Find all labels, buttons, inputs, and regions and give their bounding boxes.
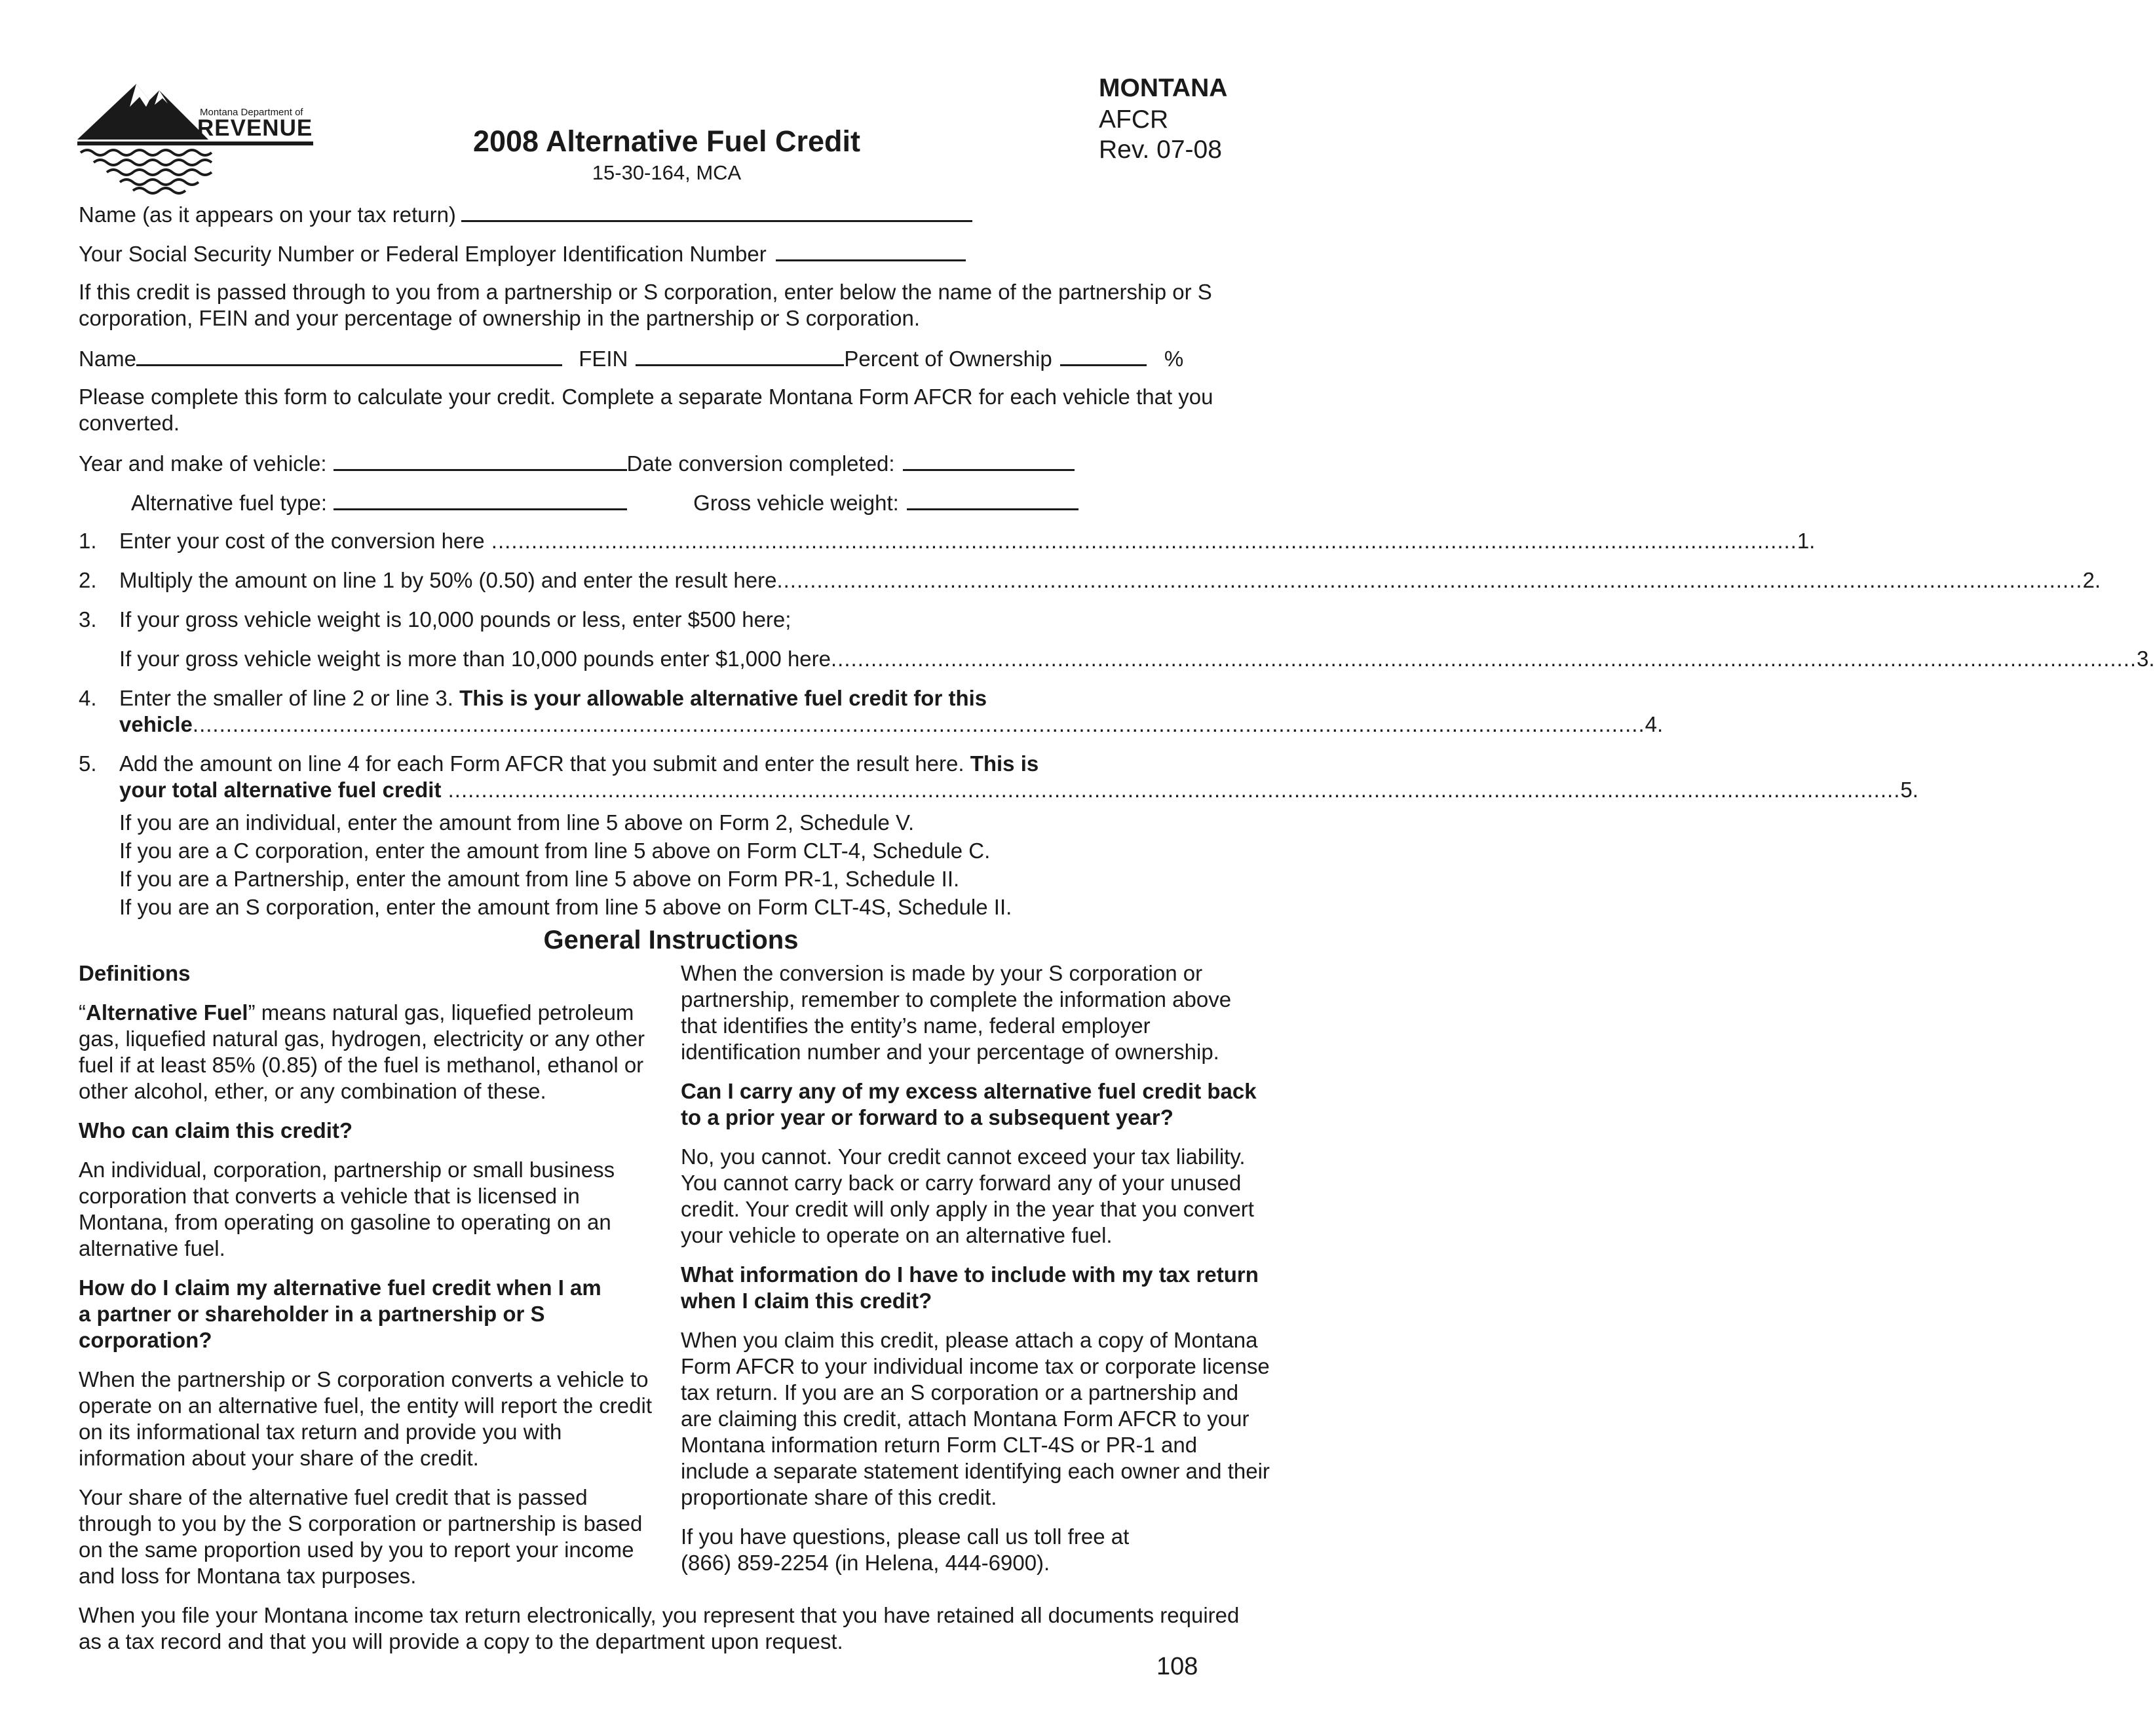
partner-name-field[interactable] <box>136 345 562 366</box>
line-4-text-plain: Enter the smaller of line 2 or line 3. <box>119 686 453 710</box>
fuel-weight-row <box>131 489 1078 516</box>
line-3-text-2: If your gross vehicle weight is more than 10,000 pounds enter $1,000 here <box>119 647 831 671</box>
year-make-label: Year and make of vehicle: <box>79 451 327 476</box>
fuel-type-label: Alternative fuel type: <box>131 491 327 515</box>
ssn-label: Your Social Security Number or Federal Employer Identification Number <box>79 242 767 266</box>
complete-note: Please complete this form to calculate your credit. Complete a separate Montana Form AFCR for each vehicle that you converted. <box>79 385 1213 435</box>
how-text-2: Your share of the alternative fuel credit that is passed through to you by the S corporation or partnership is based on the same proportion used by you to report your income and loss for Montana tax purposes. <box>79 1485 643 1588</box>
fein-label: FEIN <box>579 347 628 371</box>
taxpayer-name-row <box>79 200 972 228</box>
line-4 <box>119 711 1664 738</box>
line-2 <box>119 567 2101 594</box>
line-4-text-bold: This is your allowable alternative fuel credit for this <box>459 686 987 710</box>
open-quote: “ <box>79 1000 86 1025</box>
percent-field[interactable] <box>1060 345 1147 366</box>
line-5-note: If you are a Partnership, enter the amount from line 5 above on Form PR-1, Schedule II. <box>119 867 960 891</box>
right-text-1: When the conversion is made by your S corporation or partnership, remember to complete the information above that identifies the entity’s name, federal employer identification number and your percentage of ownership. <box>681 961 1232 1064</box>
leader-dots: .......................................................................................................................................................................................................................... <box>441 778 1901 802</box>
line-2-text: Multiply the amount on line 1 by 50% (0.50) and enter the result here <box>119 568 777 592</box>
alt-fuel-def: ” means natural gas, liquefied petroleum gas, liquefied natural gas, hydrogen, electricity or any other fuel if at least 85% (0.85) of the fuel is methanol, ethanol or other alcohol, ether, or any combination of these. <box>79 1000 645 1103</box>
line-3-number: 3. <box>79 607 97 632</box>
line-4-text <box>119 685 987 711</box>
carry-heading: Can I carry any of my excess alternative fuel credit back to a prior year or forward to a subsequent year? <box>681 1079 1257 1129</box>
dor-logo <box>77 77 320 192</box>
ssn-row <box>79 240 966 267</box>
vehicle-row <box>79 449 1075 477</box>
line-2-number: 2. <box>79 568 97 592</box>
line-3-text: If your gross vehicle weight is 10,000 pounds or less, enter $500 here; <box>119 607 791 632</box>
line-5-text-plain: Add the amount on line 4 for each Form AFCR that you submit and enter the result here. <box>119 751 964 776</box>
line-5-note: If you are an S corporation, enter the amount from line 5 above on Form CLT-4S, Schedule II. <box>119 895 1012 919</box>
questions-text <box>681 1524 1270 1576</box>
instructions-left-column <box>79 960 662 1602</box>
questions-text-1: If you have questions, please call us toll free at <box>681 1524 1130 1549</box>
line-1 <box>119 528 1816 554</box>
logo-text-big: REVENUE <box>197 115 313 141</box>
who-text: An individual, corporation, partnership or small business corporation that converts a vehicle that is licensed in Montana, from operating on gasoline to operating on an alternative fuel. <box>79 1158 615 1260</box>
alt-fuel-term: Alternative Fuel <box>86 1000 248 1025</box>
line-5-text-bold-2: your total alternative fuel credit <box>119 778 442 802</box>
line-5-note: If you are a C corporation, enter the amount from line 5 above on Form CLT-4, Schedule C. <box>119 839 991 863</box>
taxpayer-name-label: Name (as it appears on your tax return) <box>79 202 456 227</box>
leader-dots: .................................................................................................................................................................................................... <box>831 647 2137 671</box>
line-3 <box>119 646 2155 672</box>
line-5-text-bold: This is <box>970 751 1039 776</box>
percent-label: Percent of Ownership <box>844 347 1052 371</box>
line-5-number: 5. <box>79 751 97 776</box>
line-1-number: 1. <box>79 529 97 553</box>
date-label: Date conversion completed: <box>626 451 895 476</box>
who-heading: Who can claim this credit? <box>79 1118 353 1142</box>
line-5-ref: 5. <box>1900 778 1918 802</box>
line-1-text: Enter your cost of the conversion here <box>119 529 485 553</box>
weight-label: Gross vehicle weight: <box>693 491 899 515</box>
instructions-right-column <box>681 960 1270 1589</box>
efile-note: When you file your Montana income tax return electronically, you represent that you have retained all documents required as a tax record and that you will provide a copy to the department upon request. <box>79 1603 1240 1653</box>
leader-dots: .......................................................................................................................................................................................................................... <box>192 712 1645 736</box>
line-5 <box>119 777 1918 803</box>
definitions-heading: Definitions <box>79 961 191 985</box>
line-4-text-bold-2: vehicle <box>119 712 193 736</box>
leader-dots: .................................................................................................................................................................................................... <box>776 568 2083 592</box>
fein-field[interactable] <box>636 345 844 366</box>
line-5-text <box>119 751 1039 777</box>
weight-field[interactable] <box>907 489 1078 510</box>
line-5-note: If you are an individual, enter the amount from line 5 above on Form 2, Schedule V. <box>119 810 915 835</box>
logo-text-small: Montana Department of <box>200 107 303 118</box>
line-4-number: 4. <box>79 686 97 710</box>
revision-date: Rev. 07-08 <box>1099 136 1222 164</box>
info-heading: What information do I have to include with my tax return when I claim this credit? <box>681 1262 1259 1313</box>
alt-fuel-definition <box>79 1000 662 1104</box>
questions-phone: (866) 859-2254 (in Helena, 444-6900). <box>681 1551 1050 1575</box>
fuel-type-field[interactable] <box>334 489 627 510</box>
general-instructions-heading: General Instructions <box>543 926 799 954</box>
line-3-ref: 3. <box>2137 647 2155 671</box>
carry-text: No, you cannot. Your credit cannot exceed your tax liability. You cannot carry back or carry forward any of your unused credit. Your credit will only apply in the year that you convert your vehicle to operate on an alternative fuel. <box>681 1144 1254 1247</box>
year-make-field[interactable] <box>334 449 627 471</box>
state-name: MONTANA <box>1099 74 1228 102</box>
percent-sign: % <box>1164 347 1184 371</box>
leader-dots: .................................................................................................................................................................................................... <box>484 529 1797 553</box>
line-2-ref: 2. <box>2082 568 2101 592</box>
form-code: AFCR <box>1099 105 1169 134</box>
partner-name-label: Name <box>79 347 137 371</box>
line-4-ref: 4. <box>1645 712 1664 736</box>
statute-reference: 15-30-164, MCA <box>592 161 742 184</box>
form-title: 2008 Alternative Fuel Credit <box>472 124 861 158</box>
how-text-1: When the partnership or S corporation converts a vehicle to operate on an alternative fuel, the entity will report the credit on its informational tax return and provide you with information about your share of the credit. <box>79 1367 652 1470</box>
page-number: 108 <box>1156 1653 1198 1680</box>
passthrough-note: If this credit is passed through to you from a partnership or S corporation, enter below the name of the partnership or S corporation, FEIN and your percentage of ownership in the partnership or S corporation. <box>79 280 1212 330</box>
info-text: When you claim this credit, please attach a copy of Montana Form AFCR to your individual income tax or corporate license tax return. If you are an S corporation or a partnership and are claiming this credit, attach Montana Form AFCR to your Montana information return Form CLT-4S or PR-1 and include a separate statement identifying each owner and their proportionate share of this credit. <box>681 1328 1270 1509</box>
date-field[interactable] <box>903 449 1075 471</box>
taxpayer-name-field[interactable] <box>461 200 972 222</box>
ssn-field[interactable] <box>776 240 966 261</box>
line-1-ref: 1. <box>1797 529 1816 553</box>
how-heading: How do I claim my alternative fuel credit when I am a partner or shareholder in a partnership or S corporation? <box>79 1275 601 1352</box>
partnership-row <box>79 345 1183 372</box>
